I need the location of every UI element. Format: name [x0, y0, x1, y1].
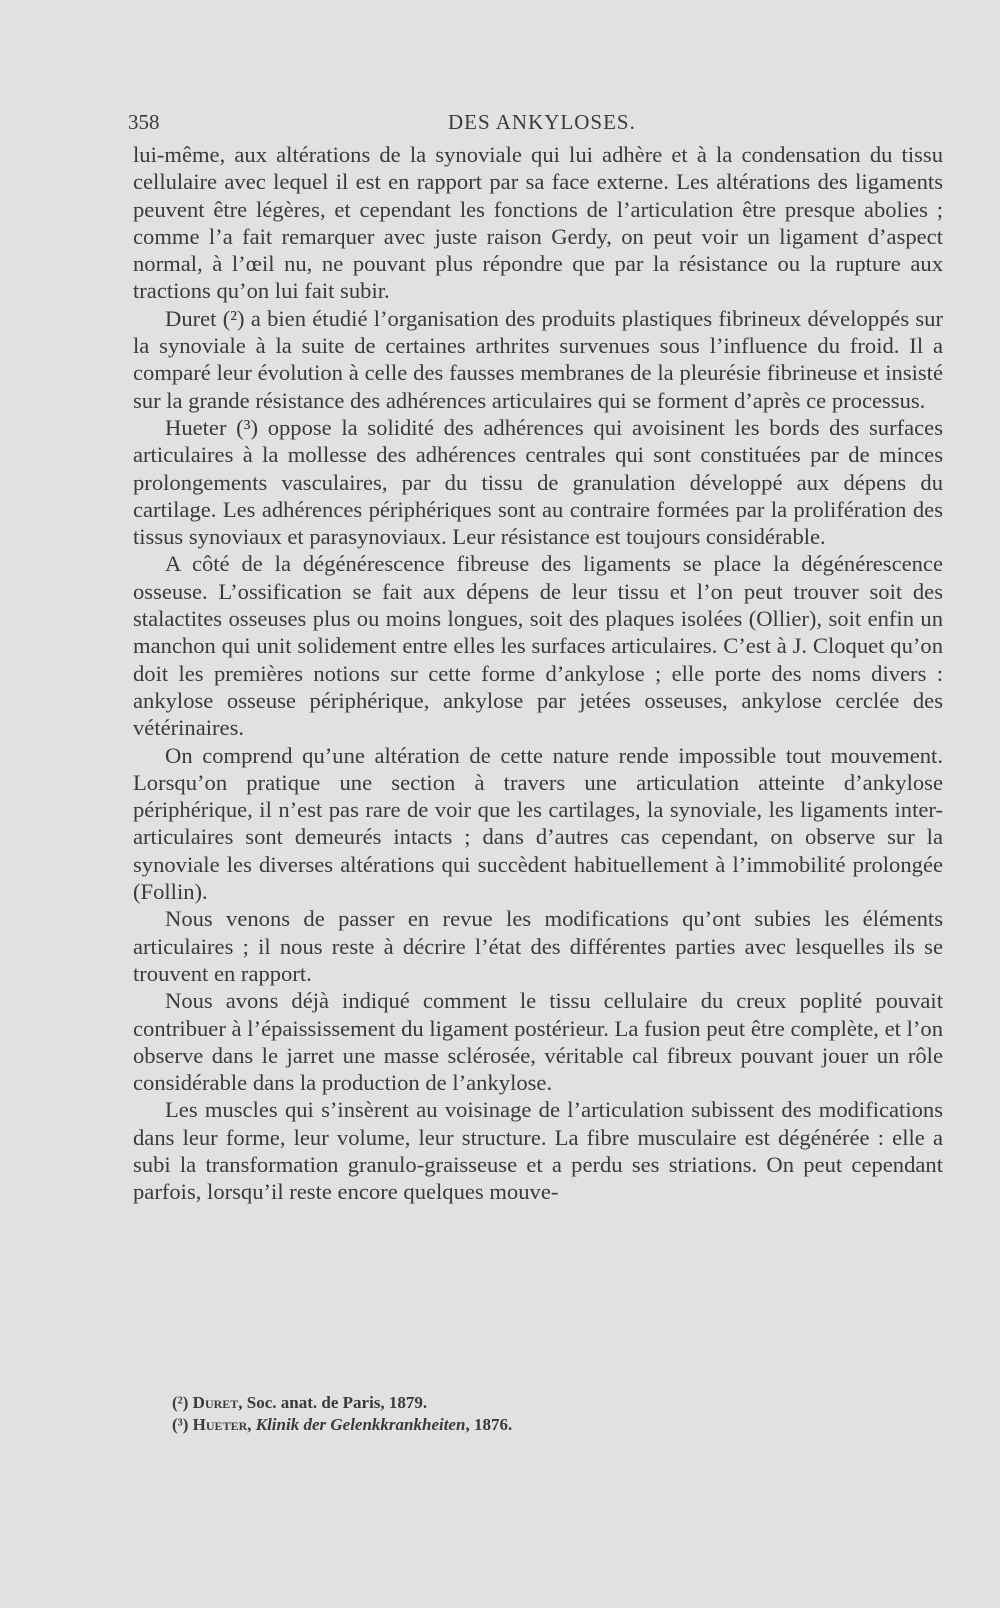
footnote-mark: (²) — [172, 1393, 189, 1412]
paragraph-text: a bien étudié l’organisation des produits plastiques fibrineux développés sur la synoviale à la suite de certaines arthrites survenues sous l’influence du froid. Il a comparé leur évolution à celle des fausses membranes de la pleurésie fibrineuse et insisté sur la grande résistance des adhérences articulaires qui se forment d’après ce processus. — [133, 305, 943, 413]
footnote — [172, 1392, 872, 1414]
paragraph: Nous avons déjà indiqué comment le tissu cellulaire du creux poplité pouvait contribuer à l’épaississement du ligament postérieur. La fusion peut être complète, et l’on observe dans le jarret une masse sclérosée, véritable cal fibreux pouvant jouer un rôle considérable dans la production de l’ankylose. — [133, 988, 943, 1096]
paragraph: Les muscles qui s’insèrent au voisinage de l’articulation subissent des modifications dans leur forme, leur volume, leur structure. La fibre musculaire est dégénérée : elle a subi la transformation granulo-graisseuse et a perdu ses striations. On peut cependant parfois, lorsqu’il reste encore quelques mouve- — [133, 1097, 943, 1205]
page-number: 358 — [128, 110, 160, 134]
footnote-separator: , — [247, 1415, 256, 1434]
paragraph-text: oppose la solidité des adhérences qui avoisinent les bords des surfaces articulaires à la mollesse des adhérences centrales qui sont constituées par de minces prolongements vasculaires, par du tissu de granulation développé aux dépens du cartilage. Les adhérences périphériques sont au contraire formées par la prolifération des tissus synoviaux et parasynoviaux. Leur résistance est toujours considérable. — [133, 414, 943, 550]
paragraph: lui-même, aux altérations de la synoviale qui lui adhère et à la condensation du tissu cellulaire avec lequel il est en rapport par sa face externe. Les altérations des ligaments peuvent être légères, et cependant les fonctions de l’articulation être presque abolies ; comme l’a fait remarquer avec juste raison Gerdy, on peut voir un ligament d’aspect normal, à l’œil nu, ne pouvant plus répondre que par la résistance ou la rupture aux tractions qu’on lui fait subir. — [133, 142, 943, 304]
footnote-author: Duret — [192, 1393, 239, 1412]
paragraph: On comprend qu’une altération de cette nature rende impossible tout mouvement. Lorsqu’on pratique une section à travers une articulation atteinte d’ankylose périphérique, il n’est pas rare de voir que les cartilages, la synoviale, les ligaments inter-articulaires sont demeurés intacts ; dans d’autres cas cependant, on observe sur la synoviale les diverses altérations qui succèdent habituellement à l’immobilité prolongée (Follin). — [133, 742, 943, 905]
footnotes — [172, 1392, 872, 1436]
footnote-text: , Soc. anat. de Paris, 1879. — [238, 1393, 428, 1412]
footnote-title: Klinik der Gelenkkrankheiten — [255, 1415, 466, 1434]
footnote-author: Hueter — [192, 1415, 248, 1434]
author-reference: Duret — [165, 305, 217, 331]
author-reference: Hueter — [165, 414, 227, 440]
footnote-text: , 1876. — [465, 1415, 513, 1434]
running-title: DES ANKYLOSES. — [448, 110, 636, 134]
footnote — [172, 1414, 872, 1436]
paragraph — [133, 414, 943, 550]
paragraph: A côté de la dégénérescence fibreuse des ligaments se place la dégénérescence osseuse. L’ossification se fait aux dépens de leur tissu et l’on peut trouver soit des stalactites osseuses plus ou moins longues, soit des plaques isolées (Ollier), soit enfin un manchon qui unit solidement entre elles les surfaces articulaires. C’est à J. Cloquet qu’on doit les premières notions sur cette forme d’ankylose ; elle porte des noms divers : ankylose osseuse périphérique, ankylose par jetées osseuses, ankylose cerclée des vétérinaires. — [133, 551, 943, 741]
footnote-reference: (²) — [222, 305, 245, 331]
paragraph: Nous venons de passer en revue les modifications qu’ont subies les éléments articulaires ; il nous reste à décrire l’état des différentes parties avec lesquelles ils se trouvent en rapport. — [133, 906, 943, 986]
running-header — [128, 110, 948, 140]
footnote-mark: (³) — [172, 1415, 189, 1434]
paragraph — [133, 305, 943, 414]
footnote-reference: (³) — [236, 414, 258, 440]
body-text — [133, 141, 943, 1206]
